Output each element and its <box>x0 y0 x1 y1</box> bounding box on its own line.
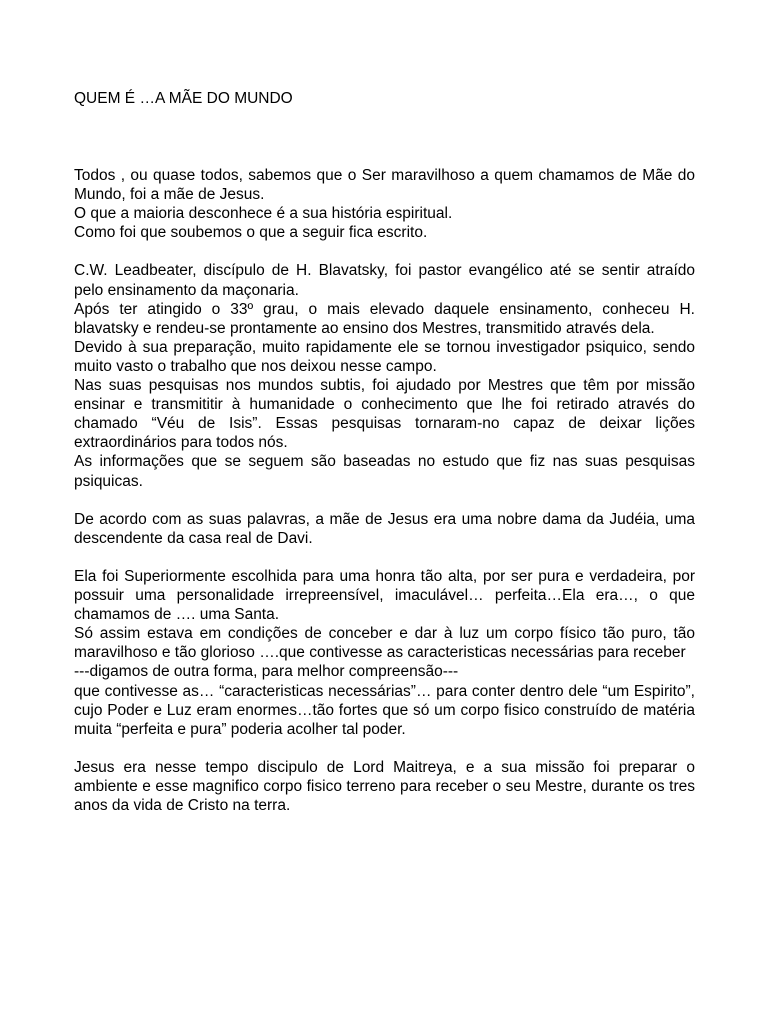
paragraph-spacer <box>74 491 695 510</box>
paragraph: Só assim estava em condições de conceber e dar à luz um corpo físico tão puro, tão maravilhoso e tão glorioso ….que contivesse as caracteristicas necessárias para receber <box>74 625 695 662</box>
paragraph-spacer <box>74 242 695 261</box>
paragraph-spacer <box>74 739 695 758</box>
paragraph: Jesus era nesse tempo discipulo de Lord Maitreya, e a sua missão foi preparar o ambiente e esse magnifico corpo fisico terreno para receber o seu Mestre, durante os tres anos da vida de Cristo na terra. <box>74 758 695 815</box>
paragraph: Após ter atingido o 33º grau, o mais elevado daquele ensinamento, conheceu H. blavatsky e rendeu-se prontamente ao ensino dos Mestres, transmitido através dela. <box>74 300 695 337</box>
paragraph: Devido à sua preparação, muito rapidamente ele se tornou investigador psiquico, sendo muito vasto o trabalho que nos deixou nesse campo. <box>74 338 695 375</box>
paragraph: Ela foi Superiormente escolhida para uma honra tão alta, por ser pura e verdadeira, por possuir uma personalidade irrepreensível, imaculável… perfeita…Ela era…, o que chamamos de …. uma Santa. <box>74 567 695 624</box>
paragraph: C.W. Leadbeater, discípulo de H. Blavatsky, foi pastor evangélico até se sentir atraído pelo ensinamento da maçonaria. <box>74 262 695 299</box>
paragraph: Todos , ou quase todos, sabemos que o Ser maravilhoso a quem chamamos de Mãe do Mundo, foi a mãe de Jesus. <box>74 167 695 204</box>
paragraph: ---digamos de outra forma, para melhor compreensão--- <box>74 663 459 681</box>
paragraph: Nas suas pesquisas nos mundos subtis, foi ajudado por Mestres que têm por missão ensinar e transmititir à humanidade o conhecimento que lhe foi retirado através do chamado “Véu de Isis”. Essas pesquisas tornaram-no capaz de deixar lições extraordinários para todos nós. <box>74 377 695 452</box>
document-body <box>74 166 695 815</box>
paragraph: As informações que se seguem são baseadas no estudo que fiz nas suas pesquisas psiquicas. <box>74 453 695 490</box>
paragraph: que contivesse as… “caracteristicas necessárias”… para conter dentro dele “um Espirito”, cujo Poder e Luz eram enormes…tão fortes que só um corpo fisico construído de matéria muita “perfeita e pura” poderia acolher tal poder. <box>74 682 695 738</box>
document-title: QUEM É …A MÃE DO MUNDO <box>74 90 293 107</box>
paragraph: De acordo com as suas palavras, a mãe de Jesus era uma nobre dama da Judéia, uma descendente da casa real de Davi. <box>74 510 695 547</box>
paragraph: Como foi que soubemos o que a seguir fica escrito. <box>74 224 428 242</box>
paragraph-spacer <box>74 548 695 567</box>
paragraph: O que a maioria desconhece é a sua história espiritual. <box>74 205 453 223</box>
